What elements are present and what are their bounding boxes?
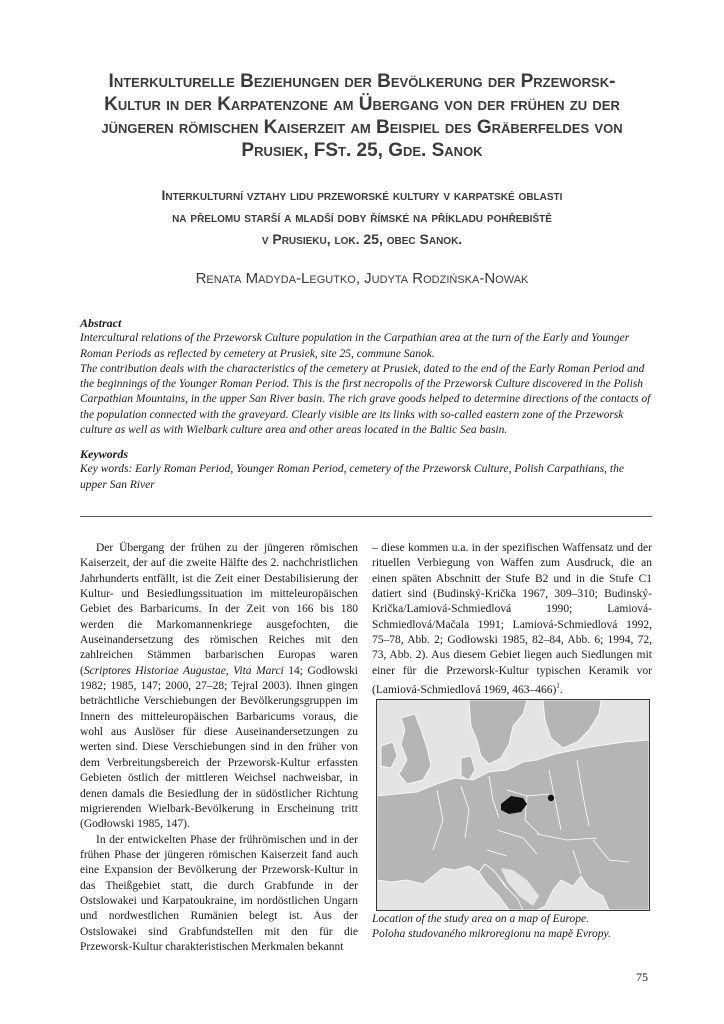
- abstract-paragraph: Intercultural relations of the Przeworsk Culture population in the Carpathian area at the turn of the Early and Younger Roman Periods as reflected by cemetery at Prusiek, site 25, commune Sanok.: [80, 332, 630, 360]
- keywords-heading: Keywords: [80, 447, 128, 461]
- figure-caption: [372, 912, 657, 942]
- article-title: [60, 70, 664, 162]
- title-line: Kultur in der Karpatenzone am Übergang von der frühen zu der: [104, 94, 620, 115]
- title-line: Prusiek, FSt. 25, Gde. Sanok: [241, 140, 483, 161]
- title-line: Interkulturelle Beziehungen der Bevölkerung der Przeworsk-: [108, 71, 616, 92]
- body-paragraph: [372, 541, 652, 698]
- europe-map-figure: [376, 699, 650, 911]
- body-text: Der Übergang der frühen zu der jüngeren römischen Kaiserzeit, der auf die zweite Hälfte des 2. nachchristlichen Jahrhunderts entfällt, ist die Zeit einer Destabilisierung der Kultur- und Besiedlungssituation im mitteleuropäischen Gebiet des Barbaricums. In der Zeit von 166 bis 180 werden die Markomannenkriege ausgefochten, die Auseinandersetzung des römischen Reiches mit den zahlreichen Stämmen barbarischen Europas waren (: [80, 542, 358, 677]
- subtitle-line: v Prusieku, lok. 25, obec Sanok.: [261, 231, 463, 247]
- citation: Scriptores Historiae Augustae, Vita Marci: [83, 664, 284, 677]
- caption-english: Location of the study area on a map of Europe.: [372, 913, 589, 925]
- abstract-heading: Abstract: [80, 316, 122, 330]
- title-block: [60, 70, 664, 287]
- body-text: .: [559, 683, 563, 696]
- body-paragraph: In der entwickelten Phase der frührömischen und in der frühen Phase der jüngeren römischen Kaiserzeit fand auch eine Expansion der Bevölkerung der Przeworsk-Kultur in das Theißgebiet statt, die durch Grabfunde in der Ostslowakei und Karpatoukraine, im nordöstlichen Ungarn und nordwestlichen Rumänien belegt ist. Aus der Ostslowakei sind Grabfundstellen mit den für die Przeworsk-Kultur charakteristischen Merkmalen bekannt: [80, 833, 358, 953]
- abstract-paragraph: The contribution deals with the characteristics of the cemetery at Prusiek, dated to the end of the Early Roman Period and the beginnings of the Younger Roman Period. This is the first necropolis of the Przeworsk Culture discovered in the Polish Carpathian Mountains, in the upper San River basin. The rich grave goods helped to determine directions of the contacts of the population connected with the graveyard. Clearly visible are its links with so-called eastern zone of the Przeworsk culture as well as with Wielbark culture area and other areas located in the Baltic Sea basin.: [80, 362, 651, 437]
- section-divider: [80, 516, 652, 517]
- subtitle-line: Interkulturní vztahy lidu przeworské kultury v karpatské oblasti: [161, 187, 563, 203]
- subtitle-line: na přelomu starší a mladší doby římské na příkladu pohřebiště: [172, 209, 552, 225]
- body-column-left: [80, 541, 358, 955]
- article-subtitle: [60, 184, 664, 250]
- site-marker: [548, 795, 554, 801]
- keywords-text: Key words: Early Roman Period, Younger Roman Period, cemetery of the Przeworsk Culture, Polish Carpathians, the upper San River: [80, 463, 624, 491]
- authors: Renata Madyda-Legutko, Judyta Rodzińska-Nowak: [195, 270, 529, 287]
- title-line: jüngeren römischen Kaiserzeit am Beispiel des Gräberfeldes von: [101, 117, 623, 138]
- body-text: 14; Godłowski 1982; 1985, 147; 2000, 27–28; Tejral 2003). Ihnen gingen beträchtliche Verschiebungen der Bevölkerungsgruppen im Innern des mitteleuropäischen Barbaricums voraus, die wohl aus Auslöser für diese Auseinandersetzungen zu werten sind. Diese Verschiebungen sind in den früher von dem Verbreitungsbereich der Przeworsk-Kultur erfassten Gebieten östlich der mittleren Weichsel nachweisbar, in denen damals die Besiedlung der in südöstlicher Richtung migrierenden Wielbark-Bevölkerung in Erscheinung tritt (Godłowski 1985, 147).: [80, 664, 358, 831]
- body-column-right: [372, 541, 652, 698]
- footnote-marker: 1: [556, 682, 560, 691]
- page-number: 75: [636, 970, 648, 984]
- body-paragraph: [80, 541, 358, 833]
- body-text: – diese kommen u.a. in der spezifischen Waffensatz und der rituellen Verbiegung von Waffen zum Ausdruck, die an einen späten Abschnitt der Stufe B2 und in die Stufe C1 datiert sind (Budinský-Krička 1967, 309–310; Budinský-Krička/Lamiová-Schmiedlová 1990; Lamiová-Schmiedlová/Mačala 1991; Lamiová-Schmiedlová 1992, 75–78, Abb. 2; Godłowski 1985, 82–84, Abb. 6; 1994, 72, 73, Abb. 2). Aus diesem Gebiet liegen auch Siedlungen mit einer für die Przeworsk-Kultur typischen Keramik vor (Lamiová-Schmiedlová 1969, 463–466): [372, 542, 652, 696]
- keywords-section: [80, 447, 652, 493]
- europe-map: [377, 700, 649, 910]
- abstract-section: [80, 316, 652, 438]
- caption-czech: Poloha studovaného mikroregionu na mapě Evropy.: [372, 928, 611, 940]
